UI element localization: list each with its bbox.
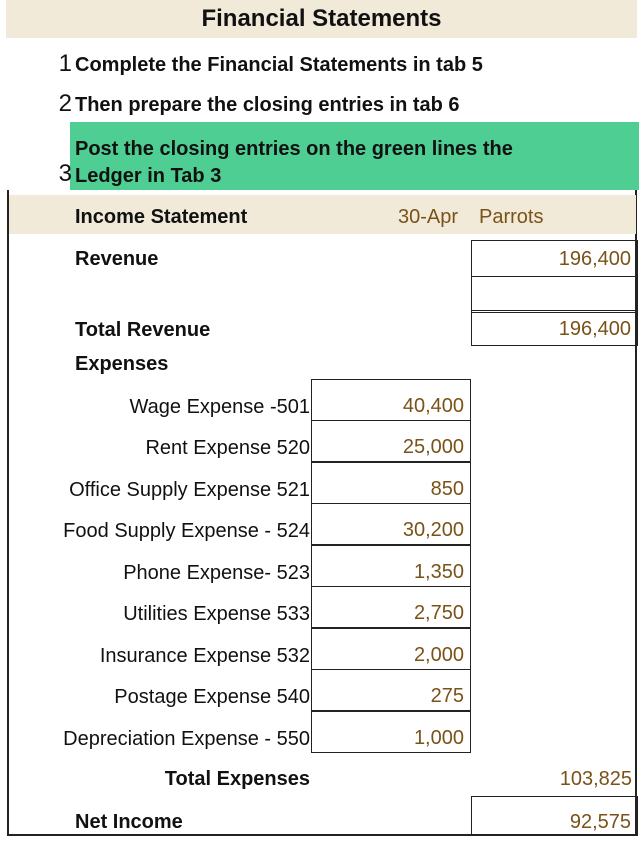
expense-value-office-supply: 850 xyxy=(430,478,464,500)
step-number-3: 3 xyxy=(58,160,72,187)
total-expenses-label: Total Expenses xyxy=(164,768,310,790)
expense-label-office-supply: Office Supply Expense 521 xyxy=(69,479,310,501)
revenue-label: Revenue xyxy=(75,248,159,270)
expense-cell-phone[interactable] xyxy=(311,545,471,587)
page-title: Financial Statements xyxy=(201,5,442,32)
expense-label-insurance: Insurance Expense 532 xyxy=(99,645,310,667)
step-text-1: Complete the Financial Statements in tab 5 xyxy=(75,54,483,76)
expense-label-utilities: Utilities Expense 533 xyxy=(123,603,310,625)
expense-label-rent: Rent Expense 520 xyxy=(145,437,310,459)
step-number-1: 1 xyxy=(58,50,72,77)
expense-cell-food-supply[interactable] xyxy=(311,503,471,545)
net-income-label: Net Income xyxy=(75,811,183,833)
expenses-label: Expenses xyxy=(75,353,169,375)
revenue-cell[interactable] xyxy=(471,240,638,277)
statement-date: 30-Apr xyxy=(398,206,459,228)
expense-cell-wage[interactable] xyxy=(311,379,471,421)
expense-value-food-supply: 30,200 xyxy=(402,519,464,541)
expense-label-wage: Wage Expense -501 xyxy=(129,396,310,418)
expense-cell-rent[interactable] xyxy=(311,420,471,462)
revenue-blank-cell[interactable] xyxy=(471,276,638,313)
net-income-value: 92,575 xyxy=(569,811,631,833)
step-text-2: Then prepare the closing entries in tab 6 xyxy=(75,94,460,116)
expense-cell-office-supply[interactable] xyxy=(311,462,471,504)
expense-value-postage: 275 xyxy=(430,685,464,707)
expense-cell-utilities[interactable] xyxy=(311,586,471,628)
expense-value-phone: 1,350 xyxy=(413,561,464,583)
step-number-2: 2 xyxy=(58,90,72,117)
step-text-3-line1: Post the closing entries on the green lines the xyxy=(75,138,513,160)
expense-value-depreciation: 1,000 xyxy=(413,727,464,749)
revenue-value: 196,400 xyxy=(558,248,631,270)
expense-cell-postage[interactable] xyxy=(311,669,471,711)
total-revenue-cell[interactable] xyxy=(471,310,638,346)
expense-value-utilities: 2,750 xyxy=(413,602,464,624)
expense-cell-depreciation[interactable] xyxy=(311,711,471,753)
expense-value-rent: 25,000 xyxy=(402,436,464,458)
net-income-cell[interactable] xyxy=(471,796,638,836)
total-revenue-label: Total Revenue xyxy=(75,319,211,341)
expense-label-depreciation: Depreciation Expense - 550 xyxy=(63,728,310,750)
expense-cell-insurance[interactable] xyxy=(311,628,471,670)
expense-label-food-supply: Food Supply Expense - 524 xyxy=(63,520,310,542)
expense-label-phone: Phone Expense- 523 xyxy=(123,562,310,584)
step-text-3-line2: Ledger in Tab 3 xyxy=(75,165,222,187)
expense-value-insurance: 2,000 xyxy=(413,644,464,666)
company-name: Parrots xyxy=(479,206,544,228)
statement-heading: Income Statement xyxy=(75,206,248,228)
total-expenses-value: 103,825 xyxy=(559,768,632,790)
total-revenue-value: 196,400 xyxy=(558,318,631,340)
expense-label-postage: Postage Expense 540 xyxy=(114,686,310,708)
expense-value-wage: 40,400 xyxy=(402,395,464,417)
